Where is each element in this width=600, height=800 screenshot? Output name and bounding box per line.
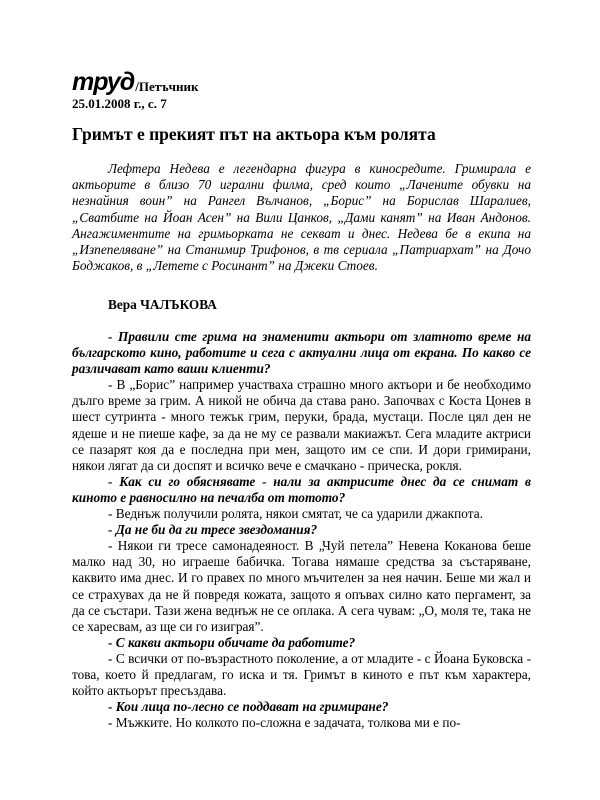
interview-question: - С какви актьори обичате да работите? (108, 634, 356, 650)
section-name: /Петъчник (135, 79, 199, 94)
interview-answer: - Някои ги тресе самонадеяност. В „Чуй петела” Невена Коканова беше малко над 30, но играеше бабичка. Тогава нямаше средства за състаряване, каквито има днес. И го правех по много мъчителен за нея начин. Беше ми жал и се страхувах да не й повредя кожата, защото я опъвах силно като пергамент, за да се състари. Тази жена веднъж не се оплака. А сега чувам: „О, моля те, така не се харесвам, аз ще си го изиграя”. (72, 538, 531, 634)
masthead (72, 66, 532, 111)
trud-logo: труд (72, 68, 135, 96)
dateline: 25.01.2008 г., с. 7 (72, 96, 167, 111)
article-lead: Лефтера Недева е легендарна фигура в киносредите. Гримирала е актьорите в близо 70 игрални филма, сред които „Лачените обувки на незнайния воин” на Рангел Вълчанов, „Борис” на Борислав Шаралиев, „Сватбите на Йоан Асен” на Вили Цанков, „Дами канят” на Иван Андонов. Ангажиментите на гримьорката не секват и днес. Недева бе в екипа на „Изпепеляване” на Станимир Трифонов, в тв сериала „Патриархат” на Дочо Боджаков, в „Летете с Росинант” на Джеки Стоев. (72, 161, 531, 274)
article-body (72, 329, 531, 731)
byline: Вера ЧАЛЪКОВА (108, 297, 217, 312)
interview-answer: - С всички от по-възрастното поколение, а от младите - с Йоана Буковска - това, което й предлагам, го иска и тя. Гримът в киното е път към характера, който актьорът пресъздава. (72, 650, 531, 699)
interview-question: - Кои лица по-лесно се поддават на гримиране? (108, 699, 389, 715)
interview-question: - Да не би да ги тресе звездомания? (108, 522, 318, 538)
interview-answer: - Веднъж получили ролята, някои смятат, че са ударили джакпота. (108, 506, 483, 522)
interview-question: - Правили сте грима на знаменити актьори от златното време на българското кино, работите и сега с актуални лица от екрана. По какво се различават като ваши клиенти? (72, 329, 531, 377)
interview-answer: - Мъжките. Но колкото по-сложна е задачата, толкова ми е по- (108, 715, 461, 731)
article-title: Гримът е прекият път на актьора към ролята (72, 124, 436, 144)
masthead-row (72, 66, 532, 94)
interview-answer: - В „Борис” например участваха страшно много актьори и бе необходимо дълго време за грим. А никой не обича да става рано. Започвах с Коста Цонев в шест сутринта - много тежък грим, перуки, брада, мустаци. После цял ден не ядеше и не пиеше кафе, за да не му се развали макиажът. Сега младите актриси се пазарят коя да е последна при мен, защото им се спи. И дори гримирани, някои лягат да си доспят и всичко вече е смачкано - прическа, рокля. (72, 377, 531, 473)
interview-question: - Как си го обяснявате - нали за актрисите днес да се снимат в киното е равносилно на печалба от тотото? (72, 473, 531, 505)
